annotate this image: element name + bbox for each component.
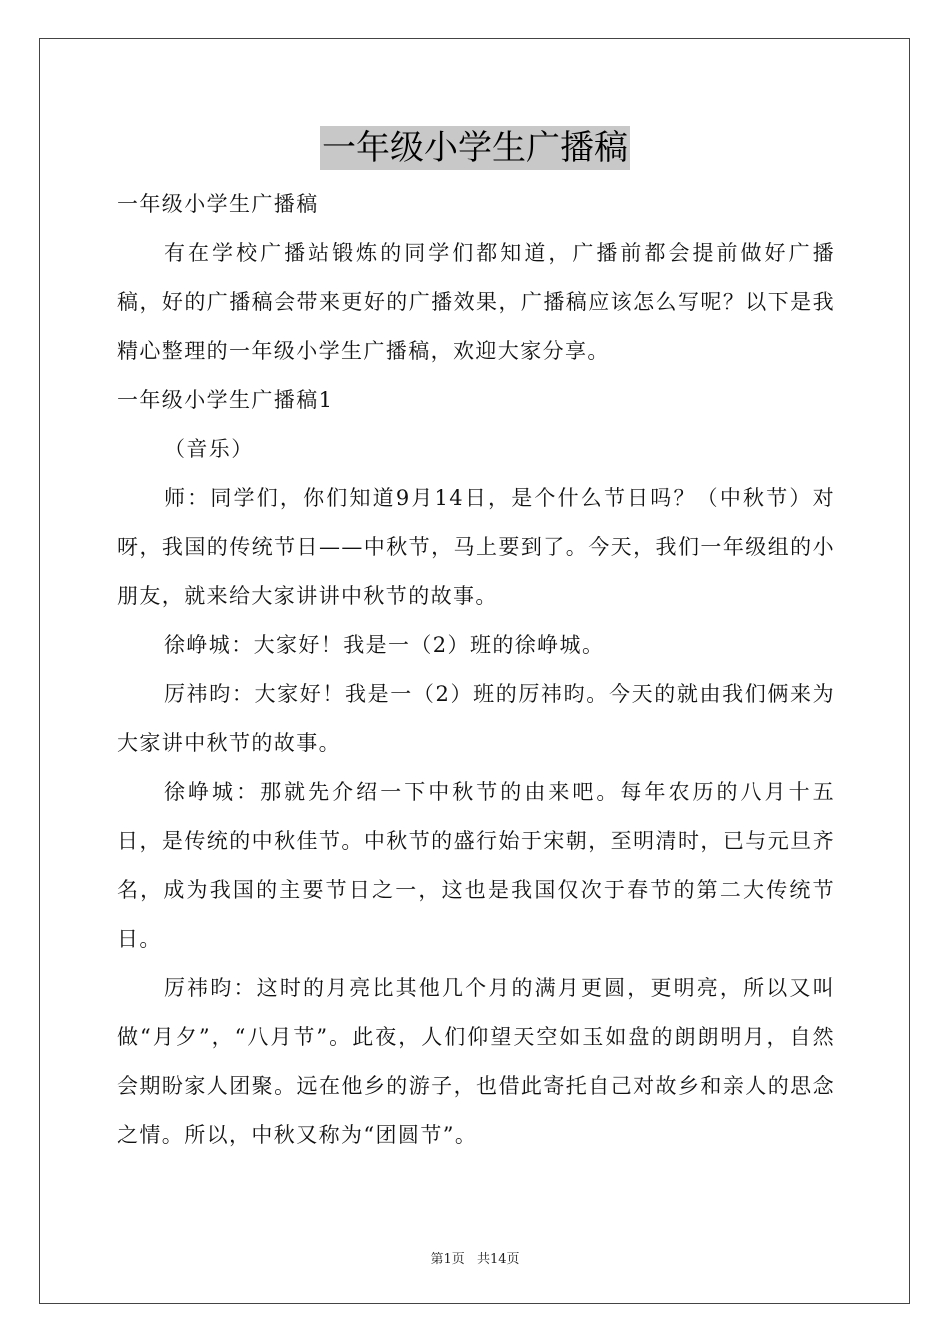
page-number: 第1页 [430, 1252, 465, 1267]
paragraph: 徐峥城：那就先介绍一下中秋节的由来吧。每年农历的八月十五日，是传统的中秋佳节。中秋节的盛行始于宋朝，至明清时，已与元旦齐名，成为我国的主要节日之一，这也是我国仅次于春节的第二大传统节日。 [117, 780, 835, 951]
paragraph: 一年级小学生广播稿1 [117, 388, 334, 412]
page-total: 共14页 [476, 1252, 520, 1267]
paragraph: （音乐） [164, 437, 254, 461]
paragraph: 徐峥城：大家好！我是一（2）班的徐峥城。 [164, 633, 605, 657]
paragraph: 有在学校广播站锻炼的同学们都知道，广播前都会提前做好广播稿，好的广播稿会带来更好的广播效果，广播稿应该怎么写呢？以下是我精心整理的一年级小学生广播稿，欢迎大家分享。 [117, 241, 835, 363]
document-body [117, 180, 835, 1160]
document-title: 一年级小学生广播稿 [322, 128, 628, 168]
title-container [0, 126, 950, 170]
paragraph: 师：同学们，你们知道9月14日，是个什么节日吗？（中秋节）对呀，我国的传统节日——中秋节，马上要到了。今天，我们一年级组的小朋友，就来给大家讲讲中秋节的故事。 [117, 486, 835, 608]
paragraph: 一年级小学生广播稿 [117, 192, 319, 216]
paragraph: 厉祎昀：这时的月亮比其他几个月的满月更圆，更明亮，所以又叫做“月夕”，“八月节”。此夜，人们仰望天空如玉如盘的朗朗明月，自然会期盼家人团聚。远在他乡的游子，也借此寄托自己对故乡和亲人的思念之情。所以，中秋又称为“团圆节”。 [117, 976, 835, 1147]
paragraph: 厉祎昀：大家好！我是一（2）班的厉祎昀。今天的就由我们俩来为大家讲中秋节的故事。 [117, 682, 835, 755]
page-footer [0, 1248, 950, 1267]
